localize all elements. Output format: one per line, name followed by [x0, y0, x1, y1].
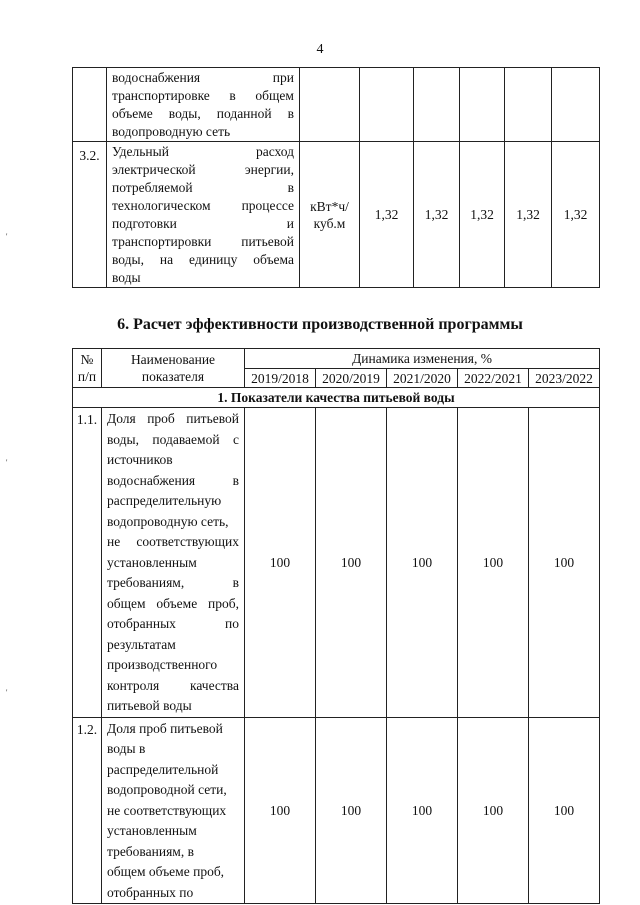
value-cell: 1,32 [552, 142, 600, 288]
value-cell: 100 [316, 717, 387, 904]
word: распределительную [107, 493, 222, 508]
word: питьевой [186, 411, 239, 426]
word: результатам [107, 636, 176, 652]
text-line [112, 197, 294, 215]
text-line [112, 105, 294, 123]
text-line [107, 430, 239, 451]
text-line [107, 594, 239, 615]
table-row [73, 717, 600, 904]
word: требованиям, [107, 575, 185, 590]
word: объеме [156, 595, 198, 611]
word: технологическом [112, 198, 211, 213]
text-line: Доля проб питьевой [107, 720, 223, 736]
text-line: установленным [107, 823, 197, 838]
word: в [232, 575, 239, 590]
text-line: воды в [107, 741, 146, 756]
word: отобранных [107, 616, 176, 631]
indicator-name [102, 408, 245, 718]
year-header: 2023/2022 [529, 369, 600, 388]
text-line [112, 161, 294, 179]
word: водопроводную сеть [112, 124, 231, 139]
row-number: 3.2. [73, 142, 107, 288]
text-line [107, 676, 239, 697]
unit-line: кВт*ч/ [310, 198, 349, 214]
text-line [112, 251, 294, 269]
word: в [229, 88, 236, 103]
header-row [73, 349, 600, 369]
header-line: № [80, 352, 94, 367]
number-header [73, 349, 102, 388]
table-row [73, 408, 600, 718]
value-cell [505, 68, 552, 142]
header-line: п/п [77, 369, 97, 384]
word: транспортировки [112, 234, 212, 249]
word: потребляемой [112, 180, 193, 195]
word: и [286, 216, 294, 231]
word: на [159, 252, 174, 267]
value-cell [414, 68, 460, 142]
text-line [112, 269, 294, 287]
unit-line: куб.м [313, 215, 346, 231]
text-line [112, 233, 294, 251]
word: энергии, [244, 162, 294, 177]
scan-mark: ' [6, 458, 8, 467]
text-line: отобранных по [107, 884, 194, 900]
word: воды, [107, 431, 139, 447]
value-cell: 100 [316, 408, 387, 718]
indicator-name [107, 142, 300, 288]
value-cell: 100 [245, 717, 316, 904]
row-number: 1.1. [73, 408, 102, 718]
text-line [107, 409, 239, 430]
value-cell: 100 [387, 408, 458, 718]
year-header: 2021/2020 [387, 369, 458, 388]
word: процессе [241, 198, 294, 213]
group-row [73, 388, 600, 408]
text-line [112, 143, 294, 161]
value-cell: 1,32 [505, 142, 552, 288]
text-line [112, 215, 294, 233]
year-header: 2020/2019 [316, 369, 387, 388]
text-line: водопроводной сети, [107, 782, 227, 797]
word: воды, [112, 252, 144, 267]
word: общем [107, 595, 146, 611]
word: водоснабжения [107, 472, 196, 488]
word: источников [107, 452, 173, 467]
word: контроля [107, 677, 160, 693]
word: питьевой [241, 234, 294, 249]
text-line [112, 179, 294, 197]
word: установленным [107, 554, 197, 570]
scan-mark: ' [6, 232, 8, 241]
page-number: 4 [316, 42, 324, 57]
table-row [73, 142, 600, 288]
word: питьевой воды [107, 698, 192, 713]
value-cell: 1,32 [360, 142, 414, 288]
word: соответствующих [136, 534, 239, 549]
word: транспортировке [112, 88, 210, 103]
unit-cell [300, 142, 360, 288]
text-line [112, 87, 294, 105]
word: Доля [107, 411, 136, 426]
word: воды, [168, 106, 201, 121]
word: водопроводную сеть, [107, 513, 229, 529]
text-line [107, 655, 239, 676]
text-line [107, 614, 239, 635]
text-line: распределительной [107, 761, 219, 777]
text-line [112, 123, 294, 141]
text-line [112, 69, 294, 87]
word: Удельный [112, 144, 169, 159]
section-heading: 6. Расчет эффективности производственной программы [117, 316, 523, 333]
word: в [232, 472, 239, 488]
text-line [107, 532, 239, 553]
year-header: 2019/2018 [245, 369, 316, 388]
group-title: 1. Показатели качества питьевой воды [73, 388, 600, 408]
word: не [107, 534, 121, 549]
value-cell [552, 68, 600, 142]
header-line: показателя [141, 369, 205, 384]
word: качества [189, 677, 239, 693]
word: расход [255, 144, 294, 159]
text-line [107, 450, 239, 471]
word: по [225, 616, 239, 631]
word: подаваемой [152, 431, 220, 447]
word: в [287, 106, 294, 121]
value-cell [460, 68, 505, 142]
value-cell: 100 [529, 717, 600, 904]
word: водоснабжения [112, 70, 201, 85]
text-line: требованиям, в [107, 843, 194, 859]
word: проб [147, 411, 175, 426]
header-line: Наименование [130, 352, 216, 367]
row-number: 1.2. [73, 717, 102, 904]
word: объеме [112, 106, 153, 121]
word: производственного [107, 657, 218, 672]
value-cell: 100 [458, 717, 529, 904]
word: проб, [208, 595, 239, 611]
indicator-name [102, 717, 245, 904]
dynamics-header: Динамика изменения, % [245, 349, 600, 369]
word: единицу [189, 252, 238, 267]
year-header: 2022/2021 [458, 369, 529, 388]
table-row [73, 68, 600, 142]
word: объема [253, 252, 294, 267]
text-line: общем объеме проб, [107, 864, 225, 879]
word: в [287, 180, 294, 195]
text-line: не соответствующих [107, 802, 227, 818]
indicator-name [107, 68, 300, 142]
text-line [107, 635, 239, 656]
name-header [102, 349, 245, 388]
value-cell: 1,32 [460, 142, 505, 288]
unit-cell [300, 68, 360, 142]
value-cell: 100 [245, 408, 316, 718]
efficiency-table [72, 348, 600, 904]
value-cell [360, 68, 414, 142]
text-line [107, 553, 239, 574]
text-line [107, 512, 239, 533]
value-cell: 100 [387, 717, 458, 904]
word: воды [112, 270, 141, 285]
word: электрической [112, 162, 196, 177]
text-line [107, 573, 239, 594]
text-line [107, 696, 239, 717]
word: общем [255, 88, 294, 103]
word: с [233, 431, 239, 447]
value-cell: 100 [458, 408, 529, 718]
row-number [73, 68, 107, 142]
word: поданной [216, 106, 272, 121]
top-table [72, 67, 600, 288]
word: подготовки [112, 216, 177, 231]
text-line [107, 491, 239, 512]
text-line [107, 471, 239, 492]
scan-mark: ' [6, 688, 8, 697]
value-cell: 1,32 [414, 142, 460, 288]
word: при [272, 70, 294, 85]
value-cell: 100 [529, 408, 600, 718]
